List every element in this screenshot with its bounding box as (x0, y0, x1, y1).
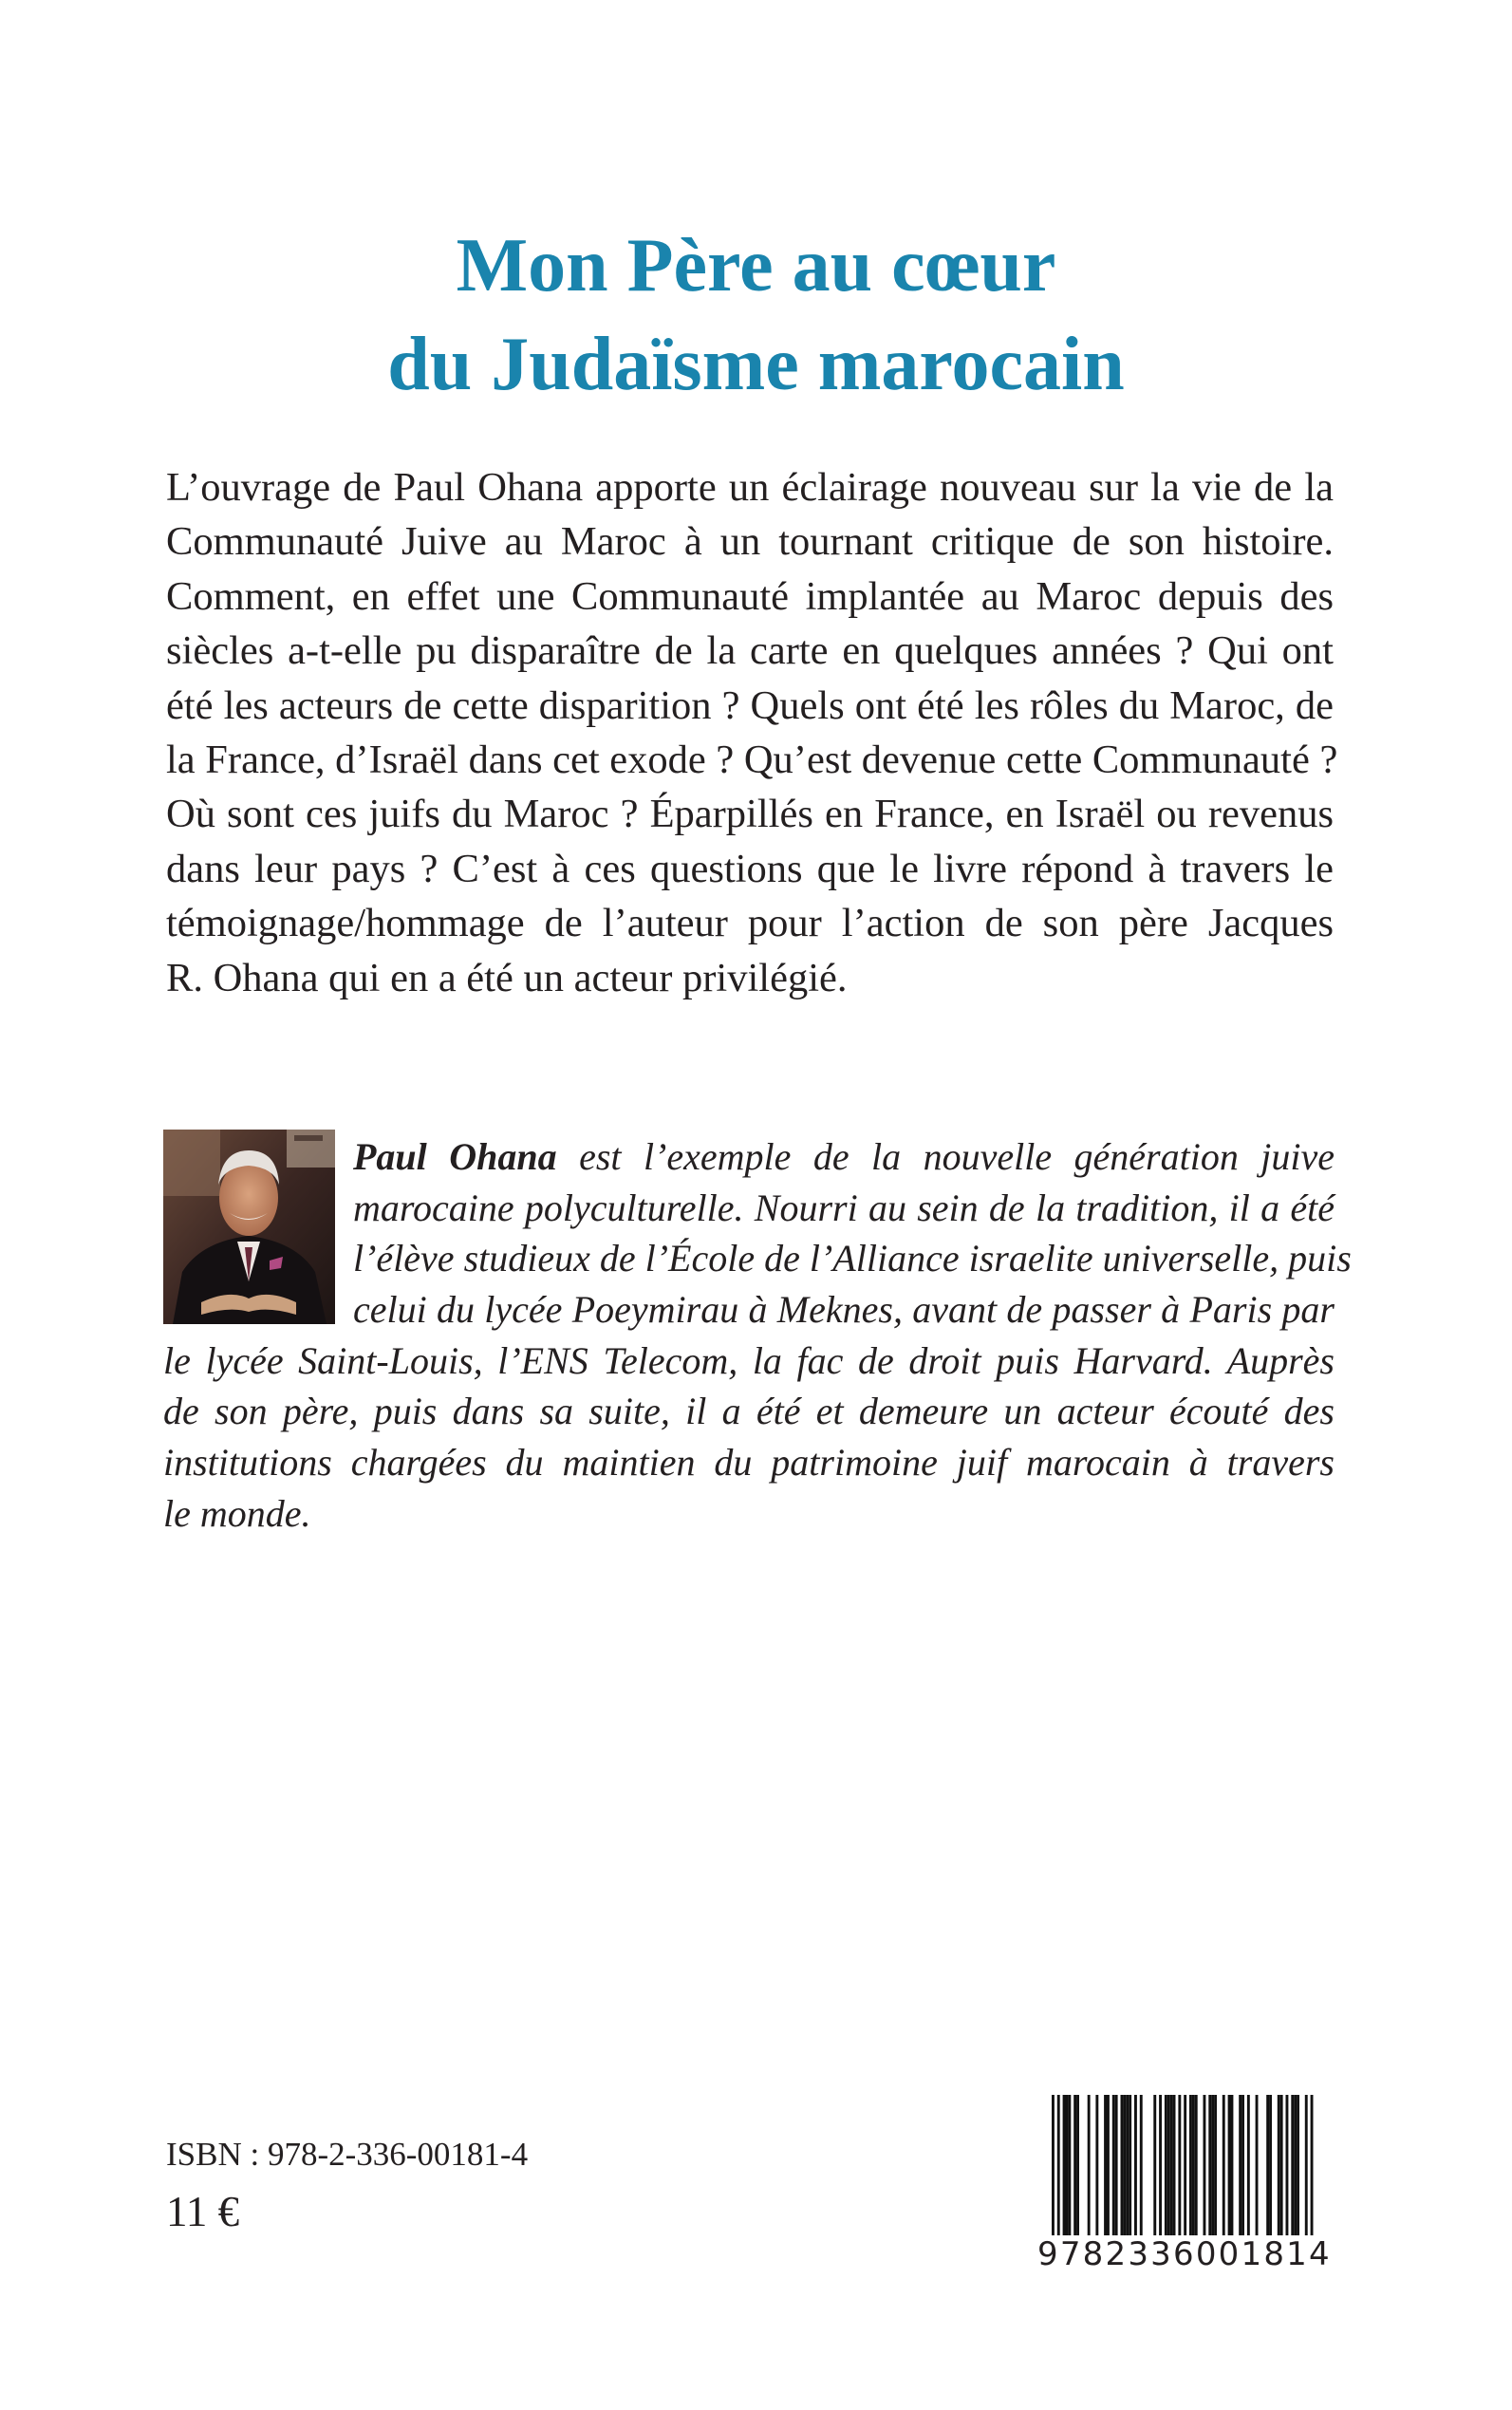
synopsis-line: L’ouvrage de Paul Ohana apporte un éclairage nouveau sur la vie de la (166, 465, 1334, 510)
barcode-bar (1223, 2095, 1225, 2235)
bio-line: le lycée Saint-Louis, l’ENS Telecom, la fac de droit puis Harvard. Auprès (163, 1338, 1335, 1382)
barcode-bar (1294, 2095, 1297, 2235)
bio-line: marocaine polyculturelle. Nourri au sein de la tradition, il a été (353, 1186, 1335, 1229)
title-line-2: du Judaïsme marocain (387, 323, 1125, 406)
author-name: Paul Ohana (353, 1135, 557, 1178)
barcode-bar (1286, 2095, 1289, 2235)
synopsis-line: Comment, en effet une Communauté implantée au Maroc depuis des (166, 573, 1334, 619)
barcode-bar (1107, 2095, 1110, 2235)
synopsis-line: siècles a-t-elle pu disparaître de la carte en quelques années ? Qui ont (166, 628, 1334, 674)
title-line-1: Mon Père au cœur (456, 224, 1056, 308)
barcode-bar (1297, 2095, 1299, 2235)
barcode-bar (1170, 2095, 1173, 2235)
synopsis-line: Communauté Juive au Maroc à un tournant critique de son histoire. (166, 519, 1334, 565)
bio-line: le monde. (163, 1491, 311, 1535)
barcode-bar (1167, 2095, 1170, 2235)
barcode-bar (1123, 2095, 1126, 2235)
barcode-bar (1189, 2095, 1192, 2235)
barcode-bar (1247, 2095, 1250, 2235)
barcode-bar (1140, 2095, 1143, 2235)
barcode-bar (1311, 2095, 1314, 2247)
synopsis-line: Où sont ces juifs du Maroc ? Éparpillés en France, en Israël ou revenus (166, 792, 1334, 837)
barcode-bar (1192, 2095, 1195, 2235)
barcode-bar (1305, 2095, 1308, 2247)
barcode-bar (1228, 2095, 1231, 2235)
barcode-bar (1214, 2095, 1217, 2235)
barcode-bar (1121, 2095, 1124, 2235)
barcode-bar (1256, 2095, 1259, 2235)
barcode-bar (1068, 2095, 1071, 2235)
author-biography (163, 1131, 1352, 1540)
bio-line: l’élève studieux de l’École de l’Alliance israelite universelle, puis (353, 1237, 1352, 1280)
barcode-bar (1112, 2095, 1115, 2235)
barcode-bar (1266, 2095, 1269, 2235)
bio-line: celui du lycée Poeymirau à Meknes, avant de passer à Paris par (353, 1288, 1335, 1332)
barcode-bars (1052, 2095, 1314, 2247)
barcode-bar (1063, 2095, 1066, 2235)
barcode-bar (1115, 2095, 1118, 2235)
synopsis (166, 460, 1338, 1005)
barcode-bar (1204, 2095, 1206, 2235)
synopsis-line: R. Ohana qui en a été un acteur privilégié. (166, 955, 848, 1000)
book-title (0, 216, 1512, 414)
barcode-bar (1291, 2095, 1294, 2235)
barcode-bar (1095, 2095, 1098, 2235)
barcode-bar (1153, 2095, 1156, 2235)
synopsis-line: dans leur pays ? C’est à ces questions que le livre répond à travers le (166, 846, 1334, 891)
barcode-bar (1278, 2095, 1280, 2235)
barcode-bar (1165, 2095, 1167, 2235)
barcode-bar (1073, 2095, 1076, 2235)
barcode-bar (1211, 2095, 1214, 2235)
barcode-bar (1126, 2095, 1129, 2235)
barcode-bar (1241, 2095, 1244, 2235)
barcode-bar (1052, 2095, 1055, 2247)
bio-line-text: est l’exemple de la nouvelle génération juive (556, 1135, 1335, 1178)
isbn: ISBN : 978-2-336-00181-4 (166, 2136, 529, 2173)
barcode-bar (1208, 2095, 1211, 2235)
barcode-bar (1076, 2095, 1079, 2235)
barcode-bar (1195, 2095, 1198, 2235)
bio-line: de son père, puis dans sa suite, il a été et demeure un acteur écouté des (163, 1390, 1335, 1433)
bio-line: institutions chargées du maintien du patrimoine juif marocain à travers (163, 1441, 1335, 1485)
barcode-bar (1239, 2095, 1241, 2235)
barcode-bar (1178, 2095, 1181, 2247)
barcode-bar (1057, 2095, 1060, 2247)
barcode-bar (1173, 2095, 1176, 2235)
synopsis-line: la France, d’Israël dans cet exode ? Qu’est devenue cette Communauté ? (166, 737, 1338, 782)
synopsis-line: été les acteurs de cette disparition ? Quels ont été les rôles du Maroc, de (166, 682, 1334, 728)
barcode-bar (1129, 2095, 1131, 2235)
barcode-bar (1280, 2095, 1283, 2235)
barcode-digits: 9782336001814 (1037, 2235, 1332, 2273)
bio-line (353, 1131, 1335, 1183)
barcode-bar (1088, 2095, 1091, 2235)
barcode-bar (1104, 2095, 1107, 2235)
barcode-bar (1134, 2095, 1137, 2235)
barcode-bar (1184, 2095, 1186, 2247)
barcode-bar (1066, 2095, 1069, 2235)
price: 11 € (166, 2188, 240, 2235)
barcode-bar (1159, 2095, 1162, 2235)
barcode-bar (1269, 2095, 1272, 2235)
barcode-bar (1231, 2095, 1234, 2235)
synopsis-line: témoignage/hommage de l’auteur pour l’action de son père Jacques (166, 901, 1334, 946)
